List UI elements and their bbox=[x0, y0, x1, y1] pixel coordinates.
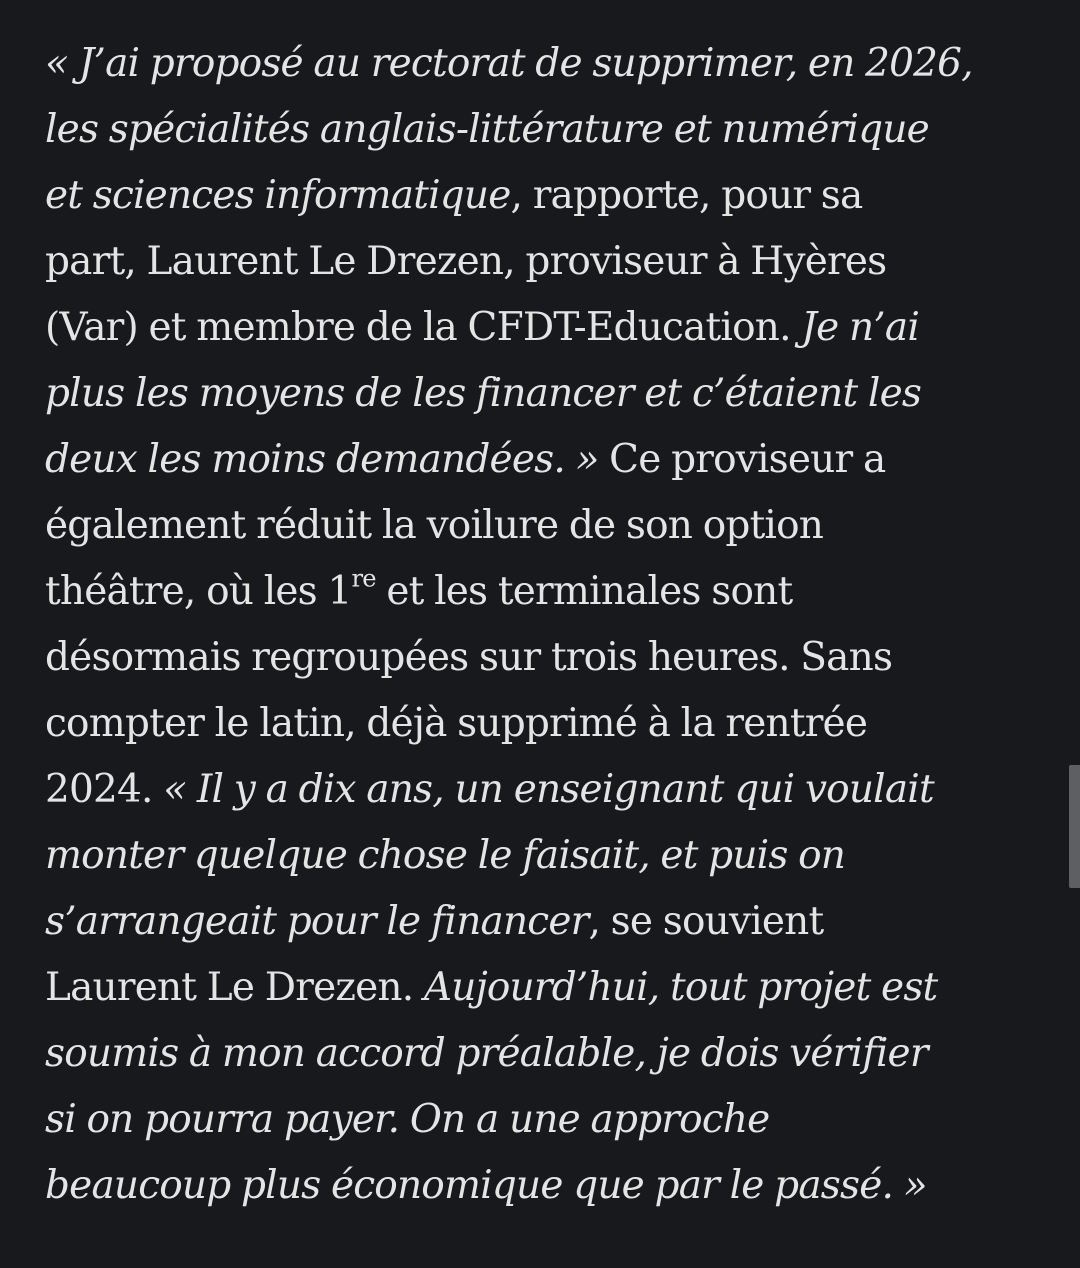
text-line bbox=[45, 493, 1045, 559]
body-text: compter le latin, déjà supprimé à la rentrée bbox=[45, 701, 868, 746]
text-line bbox=[45, 229, 1045, 295]
body-text: également réduit la voilure de son option bbox=[45, 503, 824, 548]
text-line bbox=[45, 823, 1045, 889]
text-line bbox=[45, 163, 1045, 229]
text-line bbox=[45, 295, 1045, 361]
article-paragraph bbox=[45, 31, 1045, 1219]
body-text: désormais regroupées sur trois heures. Sans bbox=[45, 635, 893, 680]
body-text: théâtre, où les 1 bbox=[45, 569, 352, 614]
text-line bbox=[45, 427, 1045, 493]
text-line bbox=[45, 757, 1045, 823]
text-line bbox=[45, 1021, 1045, 1087]
body-text: Laurent Le Drezen. bbox=[45, 965, 424, 1010]
text-line bbox=[45, 31, 1045, 97]
text-line bbox=[45, 955, 1045, 1021]
superscript-text: re bbox=[351, 564, 376, 593]
body-text: , se souvient bbox=[588, 899, 824, 944]
text-line bbox=[45, 1153, 1045, 1219]
body-text: part, Laurent Le Drezen, proviseur à Hyères bbox=[45, 239, 887, 284]
text-line bbox=[45, 361, 1045, 427]
text-line bbox=[45, 625, 1045, 691]
quote-text: si on pourra payer. On a une approche bbox=[45, 1097, 770, 1142]
body-text: Ce proviseur a bbox=[598, 437, 886, 482]
text-line bbox=[45, 1087, 1045, 1153]
body-text: et les terminales sont bbox=[375, 569, 793, 614]
quote-text: Aujourd’hui, tout projet est bbox=[423, 965, 938, 1010]
text-line bbox=[45, 889, 1045, 955]
quote-text: s’arrangeait pour le financer bbox=[45, 899, 589, 944]
quote-text: plus les moyens de les financer et c’étaient les bbox=[45, 371, 922, 416]
text-line bbox=[45, 559, 1045, 625]
scrollbar-thumb[interactable] bbox=[1069, 765, 1080, 888]
body-text: , rapporte, pour sa bbox=[510, 173, 863, 218]
quote-text: les spécialités anglais-littérature et numérique bbox=[45, 107, 929, 152]
text-line bbox=[45, 691, 1045, 757]
quote-text: soumis à mon accord préalable, je dois vérifier bbox=[45, 1031, 928, 1076]
body-text: 2024. bbox=[45, 767, 164, 812]
quote-text: Je n’ai bbox=[801, 305, 920, 350]
quote-text: deux les moins demandées. » bbox=[45, 437, 599, 482]
body-text: (Var) et membre de la CFDT-Education. bbox=[45, 305, 802, 350]
quote-text: et sciences informatique bbox=[45, 173, 511, 218]
text-line bbox=[45, 97, 1045, 163]
quote-text: monter quelque chose le faisait, et puis on bbox=[45, 833, 846, 878]
quote-text: « J’ai proposé au rectorat de supprimer, en 2026, bbox=[45, 41, 973, 86]
quote-text: « Il y a dix ans, un enseignant qui voulait bbox=[163, 767, 934, 812]
quote-text: beaucoup plus économique que par le passé. » bbox=[45, 1163, 927, 1208]
